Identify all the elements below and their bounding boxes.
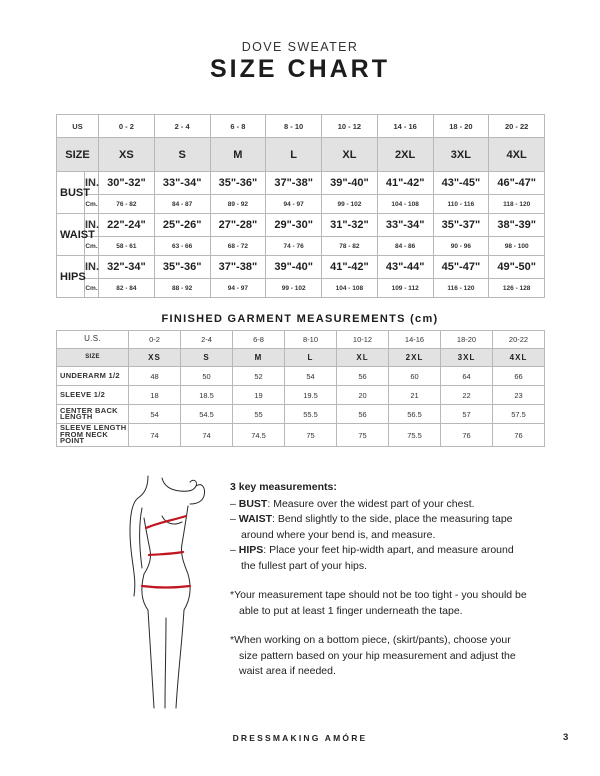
hips-in-value: 35"-36" <box>154 256 210 279</box>
garment-size-value: XL <box>337 349 389 367</box>
center-back-value: 57.5 <box>493 405 545 424</box>
sleeve-half-value: 22 <box>441 386 493 405</box>
garment-size-value: S <box>181 349 233 367</box>
waist-in-value: 29"-30" <box>266 214 322 237</box>
hips-cm-value: 82 - 84 <box>99 279 155 298</box>
waist-cm-value: 78 - 82 <box>322 237 378 256</box>
sleeve-length-value: 75 <box>285 424 337 447</box>
sleeve-length-value: 74 <box>129 424 181 447</box>
us-value: 8 - 10 <box>266 115 322 138</box>
pattern-subtitle: DOVE SWEATER <box>241 40 359 54</box>
size-value: 2XL <box>377 138 433 172</box>
size-value: 4XL <box>489 138 545 172</box>
waist-in-value: 27"-28" <box>210 214 266 237</box>
page-number: 3 <box>563 732 569 743</box>
us-value: 20 - 22 <box>489 115 545 138</box>
underarm-value: 66 <box>493 367 545 386</box>
waist-in-value: 35"-37" <box>433 214 489 237</box>
us-size-row <box>57 115 545 138</box>
hips-in-value: 39"-40" <box>266 256 322 279</box>
hips-cm-value: 109 - 112 <box>377 279 433 298</box>
hips-in-value: 37"-38" <box>210 256 266 279</box>
waist-instruction: – WAIST: Bend slightly to the side, place the measuring tape around where your bend is, and measure. <box>230 513 513 541</box>
sleeve-length-value: 75 <box>337 424 389 447</box>
garment-us-value: 18-20 <box>441 331 493 349</box>
unit-in: IN. <box>85 214 99 237</box>
garment-size-value: 2XL <box>389 349 441 367</box>
hips-in-value: 45"-47" <box>433 256 489 279</box>
sleeve-half-value: 20 <box>337 386 389 405</box>
garment-us-value: 10-12 <box>337 331 389 349</box>
sleeve-half-row <box>57 386 545 405</box>
bust-in-value: 37"-38" <box>266 172 322 195</box>
waist-tape <box>149 552 183 555</box>
garment-size-value: L <box>285 349 337 367</box>
hips-in-value: 49"-50" <box>489 256 545 279</box>
bust-tape <box>146 516 186 528</box>
bust-in-value: 43"-45" <box>433 172 489 195</box>
bust-in-value: 41"-42" <box>377 172 433 195</box>
page-title: SIZE CHART <box>210 55 390 83</box>
figure-outline <box>130 476 205 708</box>
bust-in-value: 39"-40" <box>322 172 378 195</box>
garment-us-value: 8-10 <box>285 331 337 349</box>
size-value: L <box>266 138 322 172</box>
garment-us-value: 6-8 <box>233 331 285 349</box>
hips-in-value: 41"-42" <box>322 256 378 279</box>
size-value: XS <box>99 138 155 172</box>
bust-term: BUST <box>238 497 268 510</box>
bottom-piece-note: *When working on a bottom piece, (skirt/pants), choose your size pattern based on your hip measurement and adjust the waist area if needed. <box>230 634 516 677</box>
us-value: 18 - 20 <box>433 115 489 138</box>
center-back-value: 57 <box>441 405 493 424</box>
waist-cm-value: 84 - 86 <box>377 237 433 256</box>
garment-section-title: FINISHED GARMENT MEASUREMENTS (cm) <box>161 313 439 325</box>
waist-label: WAIST <box>57 214 85 256</box>
sleeve-half-value: 18.5 <box>181 386 233 405</box>
center-back-value: 55.5 <box>285 405 337 424</box>
bust-cm-value: 89 - 92 <box>210 195 266 214</box>
bust-in-value: 33"-34" <box>154 172 210 195</box>
unit-cm: Cm. <box>85 195 99 214</box>
underarm-value: 48 <box>129 367 181 386</box>
hips-cm-value: 126 - 128 <box>489 279 545 298</box>
us-value: 0 - 2 <box>99 115 155 138</box>
bust-in-value: 46"-47" <box>489 172 545 195</box>
waist-in-value: 38"-39" <box>489 214 545 237</box>
sleeve-length-label: SLEEVE LENGTH FROM NECK POINT <box>57 424 129 447</box>
garment-size-row <box>57 349 545 367</box>
bust-instruction: – BUST: Measure over the widest part of your chest. <box>230 497 475 510</box>
garment-us-value: 2-4 <box>181 331 233 349</box>
size-value: XL <box>322 138 378 172</box>
garment-size-value: M <box>233 349 285 367</box>
bust-text: : Measure over the widest part of your chest. <box>267 497 475 510</box>
instructions-heading: 3 key measurements: <box>230 481 337 493</box>
bust-cm-value: 110 - 116 <box>433 195 489 214</box>
waist-cm-value: 74 - 76 <box>266 237 322 256</box>
hips-in-value: 43"-44" <box>377 256 433 279</box>
size-value: S <box>154 138 210 172</box>
us-value: 6 - 8 <box>210 115 266 138</box>
center-back-label: CENTER BACK LENGTH <box>57 405 129 424</box>
garment-size-value: XS <box>129 349 181 367</box>
sleeve-half-value: 21 <box>389 386 441 405</box>
hips-cm-value: 99 - 102 <box>266 279 322 298</box>
sleeve-length-value: 74 <box>181 424 233 447</box>
measurement-instructions <box>230 480 530 680</box>
sleeve-length-value: 74.5 <box>233 424 285 447</box>
center-back-value: 54 <box>129 405 181 424</box>
bust-label: BUST <box>57 172 85 214</box>
unit-in: IN. <box>85 256 99 279</box>
hips-cm-value: 94 - 97 <box>210 279 266 298</box>
waist-in-value: 33"-34" <box>377 214 433 237</box>
garment-us-label: U.S. <box>57 331 129 349</box>
underarm-value: 54 <box>285 367 337 386</box>
bust-in-value: 35"-36" <box>210 172 266 195</box>
waist-in-value: 25"-26" <box>154 214 210 237</box>
underarm-value: 52 <box>233 367 285 386</box>
sleeve-half-value: 19.5 <box>285 386 337 405</box>
hips-cm-value: 104 - 108 <box>322 279 378 298</box>
garment-size-value: 3XL <box>441 349 493 367</box>
waist-cm-row <box>57 237 545 256</box>
underarm-value: 50 <box>181 367 233 386</box>
garment-us-value: 0-2 <box>129 331 181 349</box>
us-label: US <box>57 115 99 138</box>
waist-cm-value: 98 - 100 <box>489 237 545 256</box>
hips-cm-value: 116 - 120 <box>433 279 489 298</box>
center-back-value: 55 <box>233 405 285 424</box>
hips-text: : Place your feet hip-width apart, and measure around the fullest part of your hips. <box>241 544 514 572</box>
hips-cm-row <box>57 279 545 298</box>
waist-cm-value: 90 - 96 <box>433 237 489 256</box>
underarm-value: 64 <box>441 367 493 386</box>
underarm-value: 60 <box>389 367 441 386</box>
size-chart-table <box>56 114 545 298</box>
size-value: M <box>210 138 266 172</box>
bust-in-value: 30"-32" <box>99 172 155 195</box>
sleeve-length-row <box>57 424 545 447</box>
tape-note: *Your measurement tape should not be too tight - you should be able to put at least 1 finger underneath the tape. <box>230 589 527 617</box>
hips-label: HIPS <box>57 256 85 298</box>
sleeve-half-value: 18 <box>129 386 181 405</box>
us-value: 10 - 12 <box>322 115 378 138</box>
underarm-label: UNDERARM 1/2 <box>57 367 129 386</box>
center-back-value: 54.5 <box>181 405 233 424</box>
size-label: SIZE <box>57 138 99 172</box>
garment-measurements-table <box>56 330 545 447</box>
garment-us-value: 20-22 <box>493 331 545 349</box>
waist-cm-value: 63 - 66 <box>154 237 210 256</box>
sleeve-length-value: 76 <box>493 424 545 447</box>
waist-term: WAIST <box>238 513 273 525</box>
sleeve-half-label: SLEEVE 1/2 <box>57 386 129 405</box>
garment-size-value: 4XL <box>493 349 545 367</box>
hips-instruction: – HIPS: Place your feet hip-width apart, and measure around the fullest part of your hips. <box>230 544 514 572</box>
bust-cm-value: 104 - 108 <box>377 195 433 214</box>
us-value: 14 - 16 <box>377 115 433 138</box>
center-back-value: 56 <box>337 405 389 424</box>
underarm-row <box>57 367 545 386</box>
size-row <box>57 138 545 172</box>
bust-cm-value: 94 - 97 <box>266 195 322 214</box>
waist-in-value: 22"-24" <box>99 214 155 237</box>
size-value: 3XL <box>433 138 489 172</box>
waist-inches-row <box>57 214 545 237</box>
bust-cm-row <box>57 195 545 214</box>
bust-cm-value: 84 - 87 <box>154 195 210 214</box>
hips-tape <box>142 586 190 588</box>
hips-term: HIPS <box>238 544 264 556</box>
us-value: 2 - 4 <box>154 115 210 138</box>
bust-cm-value: 76 - 82 <box>99 195 155 214</box>
unit-cm: Cm. <box>85 237 99 256</box>
unit-cm: Cm. <box>85 279 99 298</box>
sleeve-length-value: 75.5 <box>389 424 441 447</box>
hips-inches-row <box>57 256 545 279</box>
sleeve-half-value: 19 <box>233 386 285 405</box>
garment-size-label: SIZE <box>57 349 129 367</box>
underarm-value: 56 <box>337 367 389 386</box>
garment-us-value: 14-16 <box>389 331 441 349</box>
center-back-row <box>57 405 545 424</box>
waist-in-value: 31"-32" <box>322 214 378 237</box>
center-back-value: 56.5 <box>389 405 441 424</box>
garment-us-row <box>57 331 545 349</box>
body-measurement-figure <box>110 468 220 718</box>
unit-in: IN. <box>85 172 99 195</box>
sleeve-length-value: 76 <box>441 424 493 447</box>
hips-cm-value: 88 - 92 <box>154 279 210 298</box>
sleeve-half-value: 23 <box>493 386 545 405</box>
waist-cm-value: 58 - 61 <box>99 237 155 256</box>
bust-cm-value: 99 - 102 <box>322 195 378 214</box>
waist-cm-value: 68 - 72 <box>210 237 266 256</box>
hips-in-value: 32"-34" <box>99 256 155 279</box>
footer-brand: DRESSMAKING AMÓRE <box>232 733 368 743</box>
bust-cm-value: 118 - 120 <box>489 195 545 214</box>
bust-inches-row <box>57 172 545 195</box>
waist-text: : Bend slightly to the side, place the measuring tape around where your bend is, and measure. <box>241 513 513 541</box>
